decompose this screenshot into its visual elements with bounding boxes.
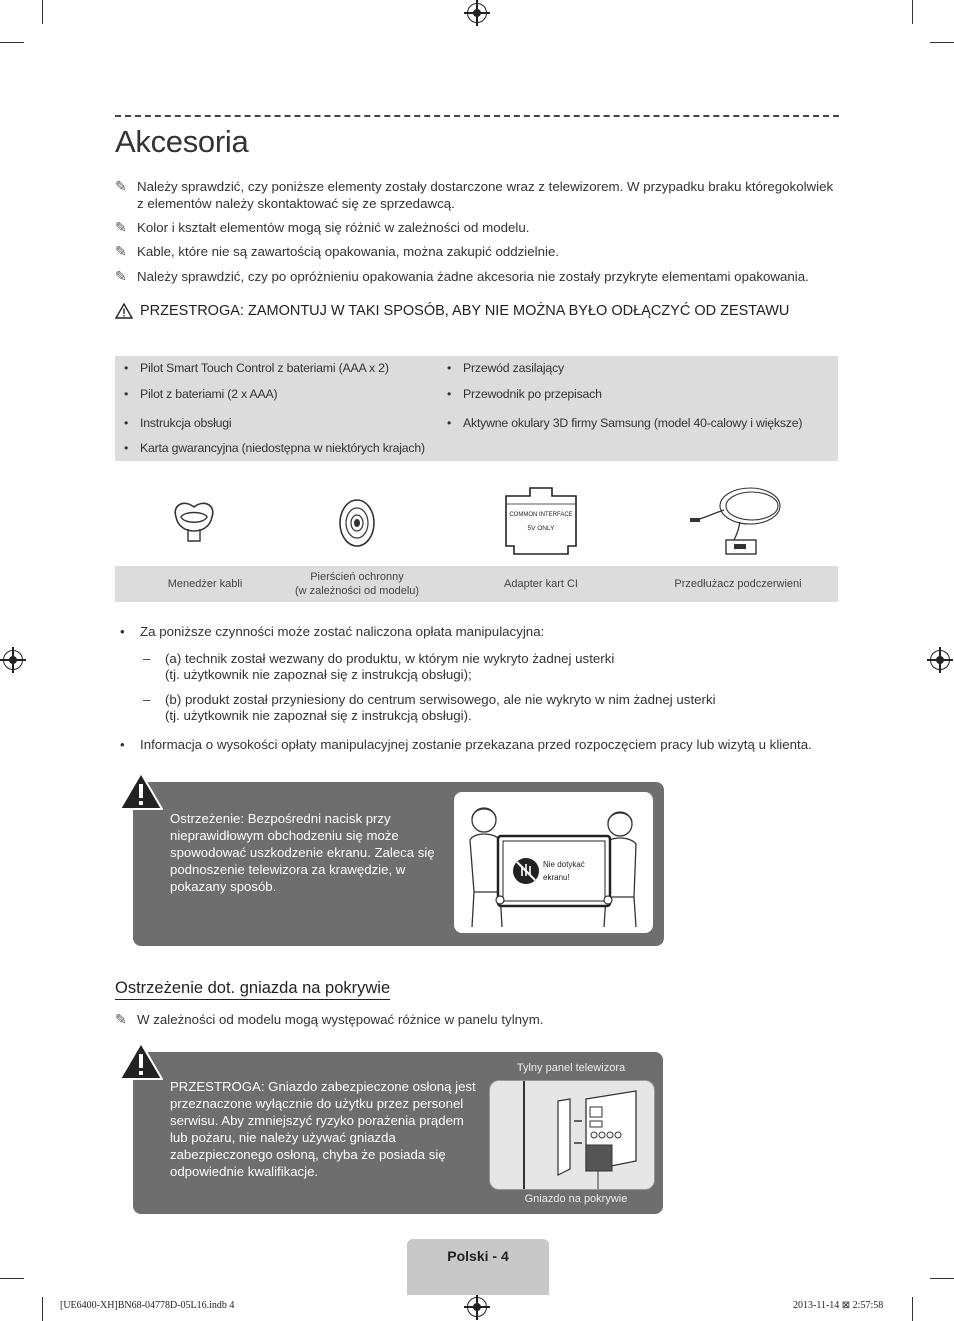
page-number-tab <box>407 1239 549 1295</box>
panel-caption: Tylny panel telewizora <box>516 1062 626 1074</box>
bullet-item: • Informacja o wysokości opłaty manipulacyjnej zostanie przekazana przed rozpoczęciem pracy lub wizytą u klienta. <box>120 737 812 752</box>
list-item: • Pilot Smart Touch Control z bateriami (AAA x 2) <box>140 361 389 375</box>
list-item: • Karta gwarancyjna (niedostępna w niektórych krajach) <box>140 441 425 455</box>
caution-lead: PRZESTROGA <box>170 1079 261 1094</box>
note-item: ✎ Kable, które nie są zawartością opakowania, można zakupić oddzielnie. <box>115 243 560 259</box>
accessory-label: Adapter kart CI <box>504 578 578 590</box>
illustration-card <box>454 792 653 933</box>
registration-mark-icon <box>930 650 950 670</box>
accessory-labels <box>115 566 838 602</box>
warning-text: Ostrzeżenie: Bezpośredni nacisk przy nieprawidłowym obchodzeniu się może spowodować uszkodzenie ekranu. Zaleca się podnoszenie telewizora za krawędzie, w pokazany sposób. <box>170 811 435 894</box>
list-item: • Aktywne okulary 3D firmy Samsung (model 40-calowy i większe) <box>463 416 802 430</box>
list-item: • Przewodnik po przepisach <box>463 387 602 401</box>
page-number: Polski - 4 <box>447 1248 509 1264</box>
holder-ring-icon <box>336 497 378 549</box>
note-item: ✎ Należy sprawdzić, czy poniższe elementy zostały dostarczone wraz z telewizorem. W przypadku braku któregokolwiek z elementów należy skontaktować się ze sprzedawcą. <box>115 178 834 211</box>
ci-adapter-voltage-label: 5V ONLY <box>527 525 555 532</box>
tv-handling-illustration <box>454 792 653 933</box>
registration-mark-icon <box>467 3 487 23</box>
page-title: Akcesoria <box>115 124 249 159</box>
accessories-list <box>115 356 838 461</box>
note-item: ✎ W zależności od modelu mogą występować różnice w panelu tylnym. <box>115 1011 544 1027</box>
print-info-left: [UE6400-XH]BN68-04778D-05L16.indb 4 <box>60 1300 235 1311</box>
screen-label: Nie dotykać <box>543 860 585 869</box>
registration-mark-icon <box>467 1297 487 1317</box>
crop-mark <box>912 0 913 24</box>
screen-label: ekranu! <box>543 873 570 882</box>
accessory-label: Menedżer kabli <box>167 578 243 590</box>
ir-extender-cable-icon <box>690 480 790 565</box>
note-item: ✎ Należy sprawdzić, czy po opróżnieniu opakowania żadne akcesoria nie zostały przykryte elementami opakowania. <box>115 268 809 284</box>
rear-panel-card <box>489 1080 655 1190</box>
cable-manager-icon <box>170 497 218 545</box>
accessory-label: Przedłużacz podczerwieni <box>674 578 802 590</box>
crop-mark <box>0 1278 24 1279</box>
warning-triangle-icon <box>118 771 164 811</box>
ci-card-adapter-icon <box>502 486 580 558</box>
pencil-note-icon: ✎ <box>115 268 127 284</box>
title-divider <box>115 115 839 117</box>
bullet-item: • Za poniższe czynności może zostać naliczona opłata manipulacyjna: <box>120 624 545 639</box>
warning-triangle-icon <box>115 303 133 319</box>
list-item: • Przewód zasilający <box>463 361 564 375</box>
caution-notice: PRZESTROGA: ZAMONTUJ W TAKI SPOSÓB, ABY NIE MOŻNA BYŁO ODŁĄCZYĆ OD ZESTAWU <box>115 302 835 321</box>
accessory-label: Pierścień ochronny (w zależności od modelu) <box>294 571 420 597</box>
pencil-note-icon: ✎ <box>115 219 127 235</box>
list-item: • Pilot z bateriami (2 x AAA) <box>140 387 277 401</box>
list-item: • Instrukcja obsługi <box>140 416 231 430</box>
pencil-note-icon: ✎ <box>115 243 127 259</box>
rear-panel-illustration <box>490 1081 654 1189</box>
crop-mark <box>930 1278 954 1279</box>
pencil-note-icon: ✎ <box>115 178 127 194</box>
registration-mark-icon <box>3 650 23 670</box>
note-item: ✎ Kolor i kształt elementów mogą się różnić w zależności od modelu. <box>115 219 530 235</box>
crop-mark <box>0 42 24 43</box>
warning-text: PRZESTROGA: Gniazdo zabezpieczone osłoną jest przeznaczone wyłącznie do użytku przez personel serwisu. Aby zmniejszyć ryzyko porażenia prądem lub pożaru, nie należy używać gniazda zabezpieczonego osłoną, chyba że posiada się odpowiednie kwalifikacje. <box>170 1079 476 1179</box>
socket-caption: Gniazdo na pokrywie <box>524 1193 628 1205</box>
print-info-right: 2013-11-14 ⊠ 2:57:58 <box>793 1300 884 1311</box>
sub-item: – (a) technik został wezwany do produktu, w którym nie wykryto żadnej usterki (tj. użytkownik nie zapoznał się z instrukcją obsługi); <box>143 651 615 682</box>
section-heading: Ostrzeżenie dot. gniazda na pokrywie <box>115 979 390 1000</box>
pencil-note-icon: ✎ <box>115 1011 127 1027</box>
crop-mark <box>42 0 43 24</box>
warning-triangle-icon <box>118 1041 164 1081</box>
sub-item: – (b) produkt został przyniesiony do centrum serwisowego, ale nie wykryto w nim żadnej usterki (tj. użytkownik nie zapoznał się z instrukcją obsługi). <box>143 692 716 723</box>
crop-mark <box>42 1297 43 1321</box>
crop-mark <box>912 1297 913 1321</box>
crop-mark <box>930 42 954 43</box>
ci-adapter-label: COMMON INTERFACE <box>509 512 573 518</box>
